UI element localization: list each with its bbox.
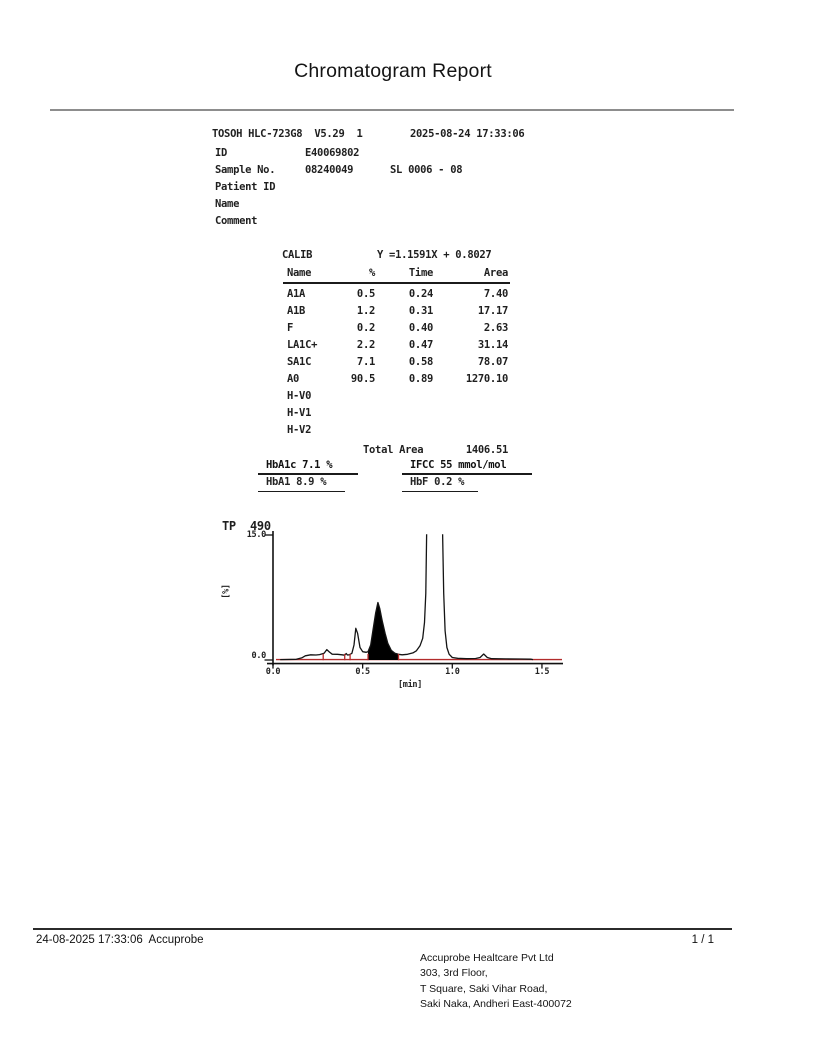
peak-percent: 2.2 [356, 339, 375, 351]
peak-name: A1A [287, 288, 306, 300]
field-value-sample-no: 08240049 [305, 164, 354, 176]
peak-area: 78.07 [477, 356, 508, 368]
xtick-label: 1.0 [445, 667, 460, 677]
peak-area: 1270.10 [465, 373, 508, 385]
result-ifcc: IFCC 55 mmol/mol [402, 459, 532, 475]
peak-area: 31.14 [477, 339, 508, 351]
peak-percent: 7.1 [356, 356, 375, 368]
peak-name: LA1C+ [287, 339, 318, 351]
xtick-label: 0.5 [355, 667, 370, 677]
field-extra-sample-lot: SL 0006 - 08 [390, 164, 463, 176]
tp-label: TP [222, 519, 236, 533]
address-line: Saki Naka, Andheri East-400072 [420, 997, 572, 1010]
field-label-name: Name [215, 198, 240, 210]
xtick-label: 0.0 [265, 667, 281, 677]
address-line: T Square, Saki Vihar Road, [420, 982, 548, 995]
footer-divider [33, 928, 732, 930]
peak-time: 0.24 [408, 288, 433, 300]
footer-datetime-org: 24-08-2025 17:33:06 Accuprobe [36, 934, 204, 946]
table-header-rule [283, 282, 510, 284]
result-hbf: HbF 0.2 % [402, 476, 478, 492]
address-line: 303, 3rd Floor, [420, 967, 488, 980]
peak-time: 0.47 [408, 339, 433, 351]
tp-value: 490 [250, 519, 271, 533]
device-version-line: TOSOH HLC-723G8 V5.29 1 [212, 128, 363, 140]
peak-name: H-V0 [287, 390, 312, 402]
result-hba1c: HbA1c 7.1 % [258, 459, 358, 475]
peak-name: SA1C [287, 356, 312, 368]
page-title: Chromatogram Report [294, 60, 492, 82]
peak-percent: 90.5 [350, 373, 375, 385]
address-line: Accuprobe Healtcare Pvt Ltd [420, 952, 554, 964]
total-area-value: 1406.51 [465, 444, 508, 456]
peak-time: 0.31 [408, 305, 433, 317]
result-hba1: HbA1 8.9 % [258, 476, 345, 492]
footer-address [420, 951, 572, 1012]
peak-time: 0.58 [408, 356, 433, 368]
field-label-patient-id: Patient ID [215, 181, 276, 193]
peak-name: H-V2 [287, 424, 312, 436]
peak-name: F [287, 322, 294, 334]
footer-page-number: 1 / 1 [691, 934, 714, 946]
total-area-label: Total Area [363, 444, 424, 456]
field-label-id: ID [215, 147, 228, 159]
header-divider [50, 109, 734, 111]
col-header-time: Time [408, 267, 433, 279]
col-header-percent: % [368, 267, 375, 279]
field-label-sample-no: Sample No. [215, 164, 276, 176]
calib-label: CALIB [282, 249, 313, 261]
peak-percent: 1.2 [356, 305, 375, 317]
x-axis-label: [min] [397, 680, 423, 690]
peak-name: A1B [287, 305, 306, 317]
peak-name: A0 [287, 373, 300, 385]
xtick-label: 1.5 [534, 667, 550, 677]
peak-time: 0.89 [408, 373, 433, 385]
peak-name: H-V1 [287, 407, 312, 419]
peak-area: 17.17 [477, 305, 508, 317]
field-value-id: E40069802 [305, 147, 360, 159]
col-header-area: Area [483, 267, 508, 279]
peak-area: 2.63 [483, 322, 508, 334]
report-datetime: 2025-08-24 17:33:06 [410, 128, 525, 140]
ytick-label-max: 15.0 [246, 530, 266, 540]
calib-equation: Y =1.1591X + 0.8027 [377, 249, 492, 261]
peak-percent: 0.2 [356, 322, 375, 334]
peak-percent: 0.5 [356, 288, 375, 300]
field-label-comment: Comment [215, 215, 258, 227]
col-header-name: Name [287, 267, 312, 279]
peak-area: 7.40 [483, 288, 508, 300]
ytick-label-min: 0.0 [251, 651, 266, 661]
peak-time: 0.40 [408, 322, 433, 334]
y-axis-label: [%] [221, 584, 232, 599]
